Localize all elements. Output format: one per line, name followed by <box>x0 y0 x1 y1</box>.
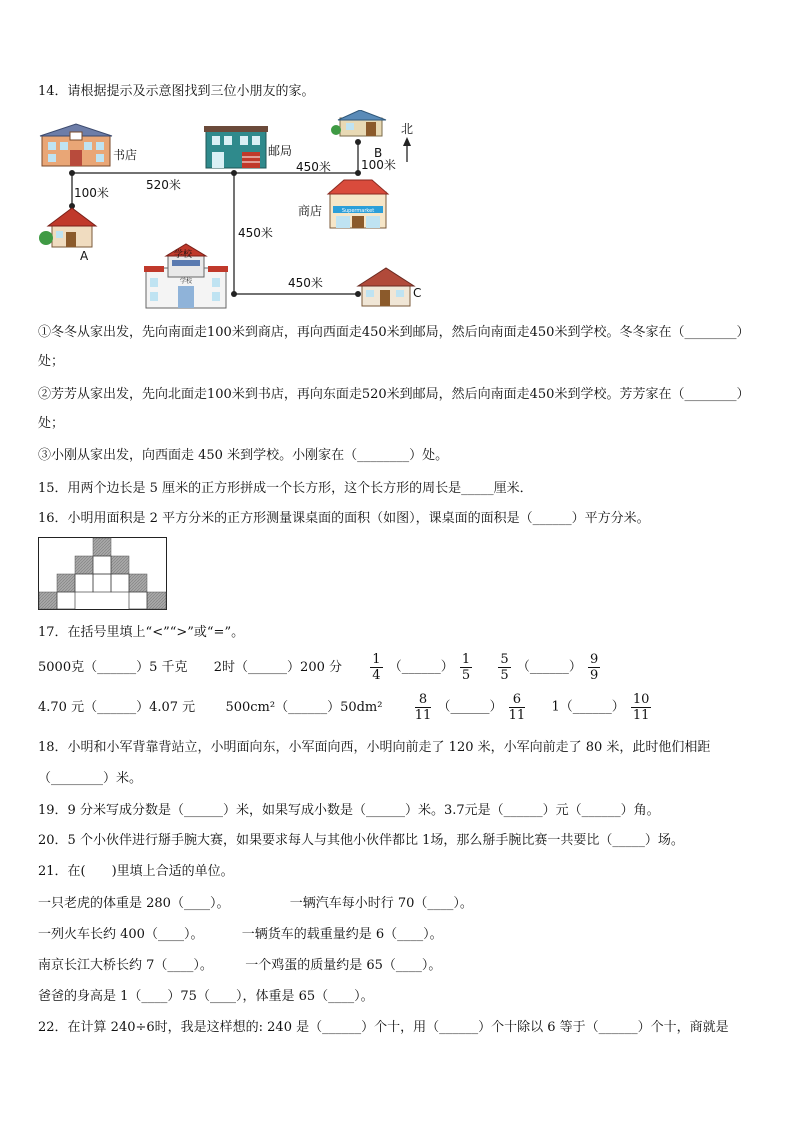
q18-line2: （________）米。 <box>38 771 143 786</box>
q21-r3a: 南京长江大桥长约 7（____）。 <box>38 958 213 973</box>
house-c-building <box>358 268 414 306</box>
q17-title: 17．在括号里填上“<”“>”或“=”。 <box>38 625 245 640</box>
label-shop: 商店 <box>298 204 323 218</box>
school-door-sign: 学校 <box>179 278 193 285</box>
direction-map <box>0 110 794 320</box>
q22-text: 22．在计算 240÷6时，我是这样想的: 240 是（______）个十，用（______）个十除以 6 等于（______）个十，商就是 <box>38 1020 729 1035</box>
q14-item1-line1: ①冬冬从家出发，先向南面走100米到商店，再向西面走450米到邮局，然后向南面走450米到学校。冬冬家在（________） <box>38 325 750 340</box>
q17-r2a: 4.70 元（______）4.07 元 <box>38 699 196 715</box>
fraction-9-9: $\frac{9}{9}$ <box>590 652 599 683</box>
q21-r1a: 一只老虎的体重是 280（____）。 <box>38 896 230 911</box>
label-post-office: 邮局 <box>268 144 293 158</box>
label-b: B <box>374 146 383 160</box>
label-c: C <box>413 286 422 300</box>
fraction-5-5: $\frac{5}{5}$ <box>500 652 509 683</box>
q18-line1: 18．小明和小军背靠背站立，小明面向东，小军面向西，小明向前走了 120 米，小军向前走了 80 米，此时他们相距 <box>38 740 711 755</box>
map-drawing <box>0 110 794 320</box>
q17-blank-3: （______） <box>437 699 503 715</box>
fraction-1-4: $\frac{1}{4}$ <box>372 652 381 683</box>
label-450m-vertical: 450米 <box>238 226 273 240</box>
q14-item2-line1: ②芳芳从家出发，先向北面走100米到书店，再向东面走520米到邮局，然后向南面走450米到学校。芳芳家在（________） <box>38 387 750 402</box>
shop-building <box>328 180 388 228</box>
label-bookstore: 书店 <box>113 148 138 162</box>
label-100m-left: 100米 <box>74 186 109 200</box>
q20-text: 20．5 个小伙伴进行掰手腕大赛，如果要求每人与其他小伙伴都比 1场，那么掰手腕比赛一共要比（_____）场。 <box>38 833 684 848</box>
q14-title: 14．请根据提示及示意图找到三位小朋友的家。 <box>38 84 315 99</box>
q14-item2-line2: 处； <box>38 416 65 431</box>
q16-text: 16．小明用面积是 2 平方分米的正方形测量课桌面的面积（如图），课桌面的面积是（______）平方分米。 <box>38 511 650 526</box>
post-office-building <box>204 126 268 168</box>
q17-r2c: 1（______） <box>551 699 625 715</box>
q14-item1-line2: 处； <box>38 354 65 369</box>
q17-r2b: 500cm²（______）50dm² <box>225 699 383 715</box>
label-school: 学校 <box>174 250 193 260</box>
label-north: 北 <box>401 122 414 136</box>
q21-r3b: 一个鸡蛋的质量约是 65（____）。 <box>245 958 442 973</box>
q19-text: 19．9 分米写成分数是（______）米，如果写成小数是（______）米。3.7元是（______）元（______）角。 <box>38 803 660 818</box>
label-520m: 520米 <box>146 178 181 192</box>
q21-r1b: 一辆汽车每小时行 70（____）。 <box>289 896 473 911</box>
q17-row1 <box>38 652 602 692</box>
q21-r2a: 一列火车长约 400（____）。 <box>38 927 204 942</box>
bookstore-building <box>40 124 112 166</box>
fraction-8-11: $\frac{8}{11}$ <box>414 692 432 723</box>
q17-r1a: 5000克（______）5 千克 <box>38 659 188 675</box>
q17-row2 <box>38 692 653 732</box>
house-a-building <box>39 208 96 247</box>
fraction-1-5: $\frac{1}{5}$ <box>461 652 471 683</box>
q14-item3: ③小刚从家出发，向西面走 450 米到学校。小刚家在（________）处。 <box>38 448 449 463</box>
house-b-building <box>331 110 386 136</box>
q21-row1 <box>38 896 473 912</box>
q17-r1b: 2时（______）200 分 <box>213 659 342 675</box>
label-450m-bottom: 450米 <box>288 276 323 290</box>
q21-row3 <box>38 958 441 974</box>
q17-blank-1: （______） <box>388 659 454 675</box>
label-450m-top: 450米 <box>296 160 331 174</box>
label-a: A <box>80 249 89 263</box>
q21-row4: 爸爸的身高是 1（____）75（____），体重是 65（____）。 <box>38 989 374 1004</box>
fraction-10-11: $\frac{10}{11}$ <box>632 692 650 723</box>
fraction-6-11: $\frac{6}{11}$ <box>508 692 526 723</box>
desk-grid-figure <box>38 537 168 611</box>
label-100m-right: 100米 <box>361 158 396 172</box>
q21-title: 21．在( )里填上合适的单位。 <box>38 864 234 879</box>
shop-sign-text: Supermarket <box>341 208 375 214</box>
q17-blank-2: （______） <box>516 659 582 675</box>
q21-r2b: 一辆货车的载重量约是 6（____）。 <box>241 927 443 942</box>
north-arrow-icon <box>403 137 411 162</box>
q15-text: 15．用两个边长是 5 厘米的正方形拼成一个长方形，这个长方形的周长是_____厘米． <box>38 481 533 496</box>
q21-row2 <box>38 927 443 943</box>
